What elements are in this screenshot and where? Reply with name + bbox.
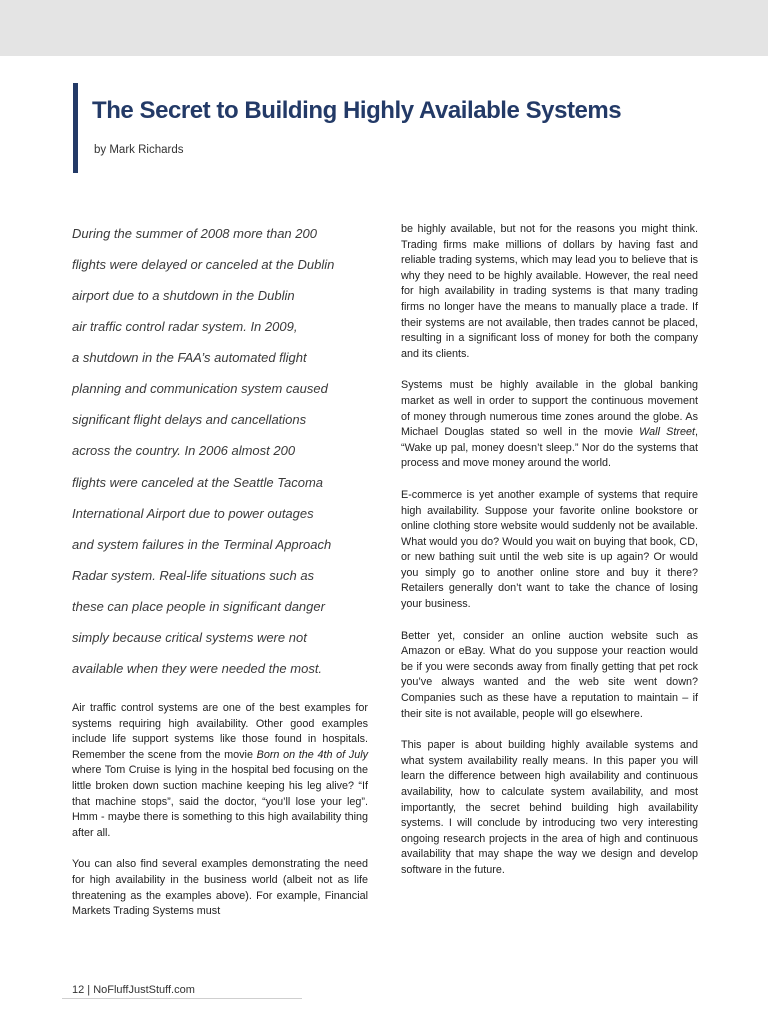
body-paragraph: This paper is about building highly available systems and what system availability really means. In this paper you will learn the difference between high availability and continuous availability, how to calculate system availability, and most importantly, the secret behind building high availability systems. I will conclude by introducing two very interesting ongoing research projects in the area of high and continuous availability that may shape the way we design and develop software in the future. — [401, 739, 698, 876]
body-paragraph — [72, 701, 368, 841]
pull-quote — [72, 218, 368, 684]
right-column-body — [401, 222, 698, 895]
body-paragraph: E-commerce is yet another example of systems that require high availability. Suppose your favorite online bookstore or online clothing store website would suddenly not be available. What would you do? Would you wait on buying that book, CD, or new bathing suit until the web site is up again? Or would you simply go to another online store and buy it there? Retailers generally don’t want to take the chance of losing your business. — [401, 488, 698, 611]
pull-quote-line: airport due to a shutdown in the Dublin — [72, 288, 295, 304]
paragraph-text: Air traffic control systems are one of the best examples for systems requiring high availability. Other good examples include life support systems like those found in hospitals. Remember the scene from the movie — [72, 702, 368, 761]
pull-quote-line: air traffic control radar system. In 2009, — [72, 319, 298, 335]
pull-quote-line: International Airport due to power outages — [72, 505, 314, 521]
paragraph-text: Systems must be highly available in the global banking market as well in order to support the continuous movement of money through numerous time zones around the globe. As Michael Douglas stated so well in the movie — [401, 379, 698, 439]
pull-quote-line: simply because critical systems were not — [72, 629, 307, 645]
pull-quote-line: significant flight delays and cancellations — [72, 412, 307, 428]
body-paragraph — [401, 378, 698, 472]
pull-quote-line: a shutdown in the FAA’s automated flight — [72, 350, 307, 366]
body-paragraph: Better yet, consider an online auction website such as Amazon or eBay. What do you suppose your reaction would be if you were seconds away from finally getting that pet rock you’ve always wanted and the web site went down? Companies such as these have a reputation to maintain – if their site is not available, people will go elsewhere. — [401, 629, 698, 720]
page-footer: 12 | NoFluffJustStuff.com — [72, 984, 195, 996]
article-title: The Secret to Building Highly Available Systems — [92, 97, 622, 124]
pull-quote-line: across the country. In 2006 almost 200 — [72, 443, 296, 459]
pull-quote-line: flights were canceled at the Seattle Tacoma — [72, 474, 323, 490]
title-accent-bar — [73, 83, 78, 173]
italic-title: Born on the 4th of July — [256, 748, 368, 761]
italic-title: Wall Street — [639, 426, 695, 439]
pull-quote-line: flights were delayed or canceled at the Dublin — [72, 257, 335, 273]
pull-quote-line: planning and communication system caused — [72, 381, 328, 397]
pull-quote-line: and system failures in the Terminal Approach — [72, 536, 332, 552]
footer-rule — [62, 998, 302, 999]
pull-quote-line: Radar system. Real-life situations such as — [72, 567, 315, 583]
pull-quote-line: During the summer of 2008 more than 200 — [72, 226, 317, 241]
body-paragraph: be highly available, but not for the reasons you might think. Trading firms make millions of dollars by having fast and reliable trading systems, which may lead you to believe that is why they need to be highly available. However, the real need for high availability in trading systems is that many trading firms no longer have the means to manually place a trade. If their systems are not available, then trades cannot be placed, resulting in a significant loss of money for both the company and its clients. — [401, 223, 698, 360]
left-column-body — [72, 701, 368, 936]
pull-quote-line: available when they were needed the most. — [72, 660, 323, 676]
byline: by Mark Richards — [94, 144, 184, 156]
pull-quote-line: these can place people in significant danger — [72, 598, 325, 614]
top-band — [0, 0, 768, 56]
paragraph-text: where Tom Cruise is lying in the hospital bed focusing on the little broken down suction machine keeping his leg alive? “If that machine stops”, said the doctor, “you’ll lose your leg”. Hmm - maybe there is something to this high availability thing after all. — [72, 764, 368, 839]
paragraph-text: , “Wake up pal, money doesn’t sleep.” Nor do the systems that process and move money around the world. — [401, 426, 698, 470]
body-paragraph: You can also find several examples demonstrating the need for high availability in the business world (albeit not as life threatening as the examples above). For example, Financial Markets Trading Systems must — [72, 858, 368, 918]
